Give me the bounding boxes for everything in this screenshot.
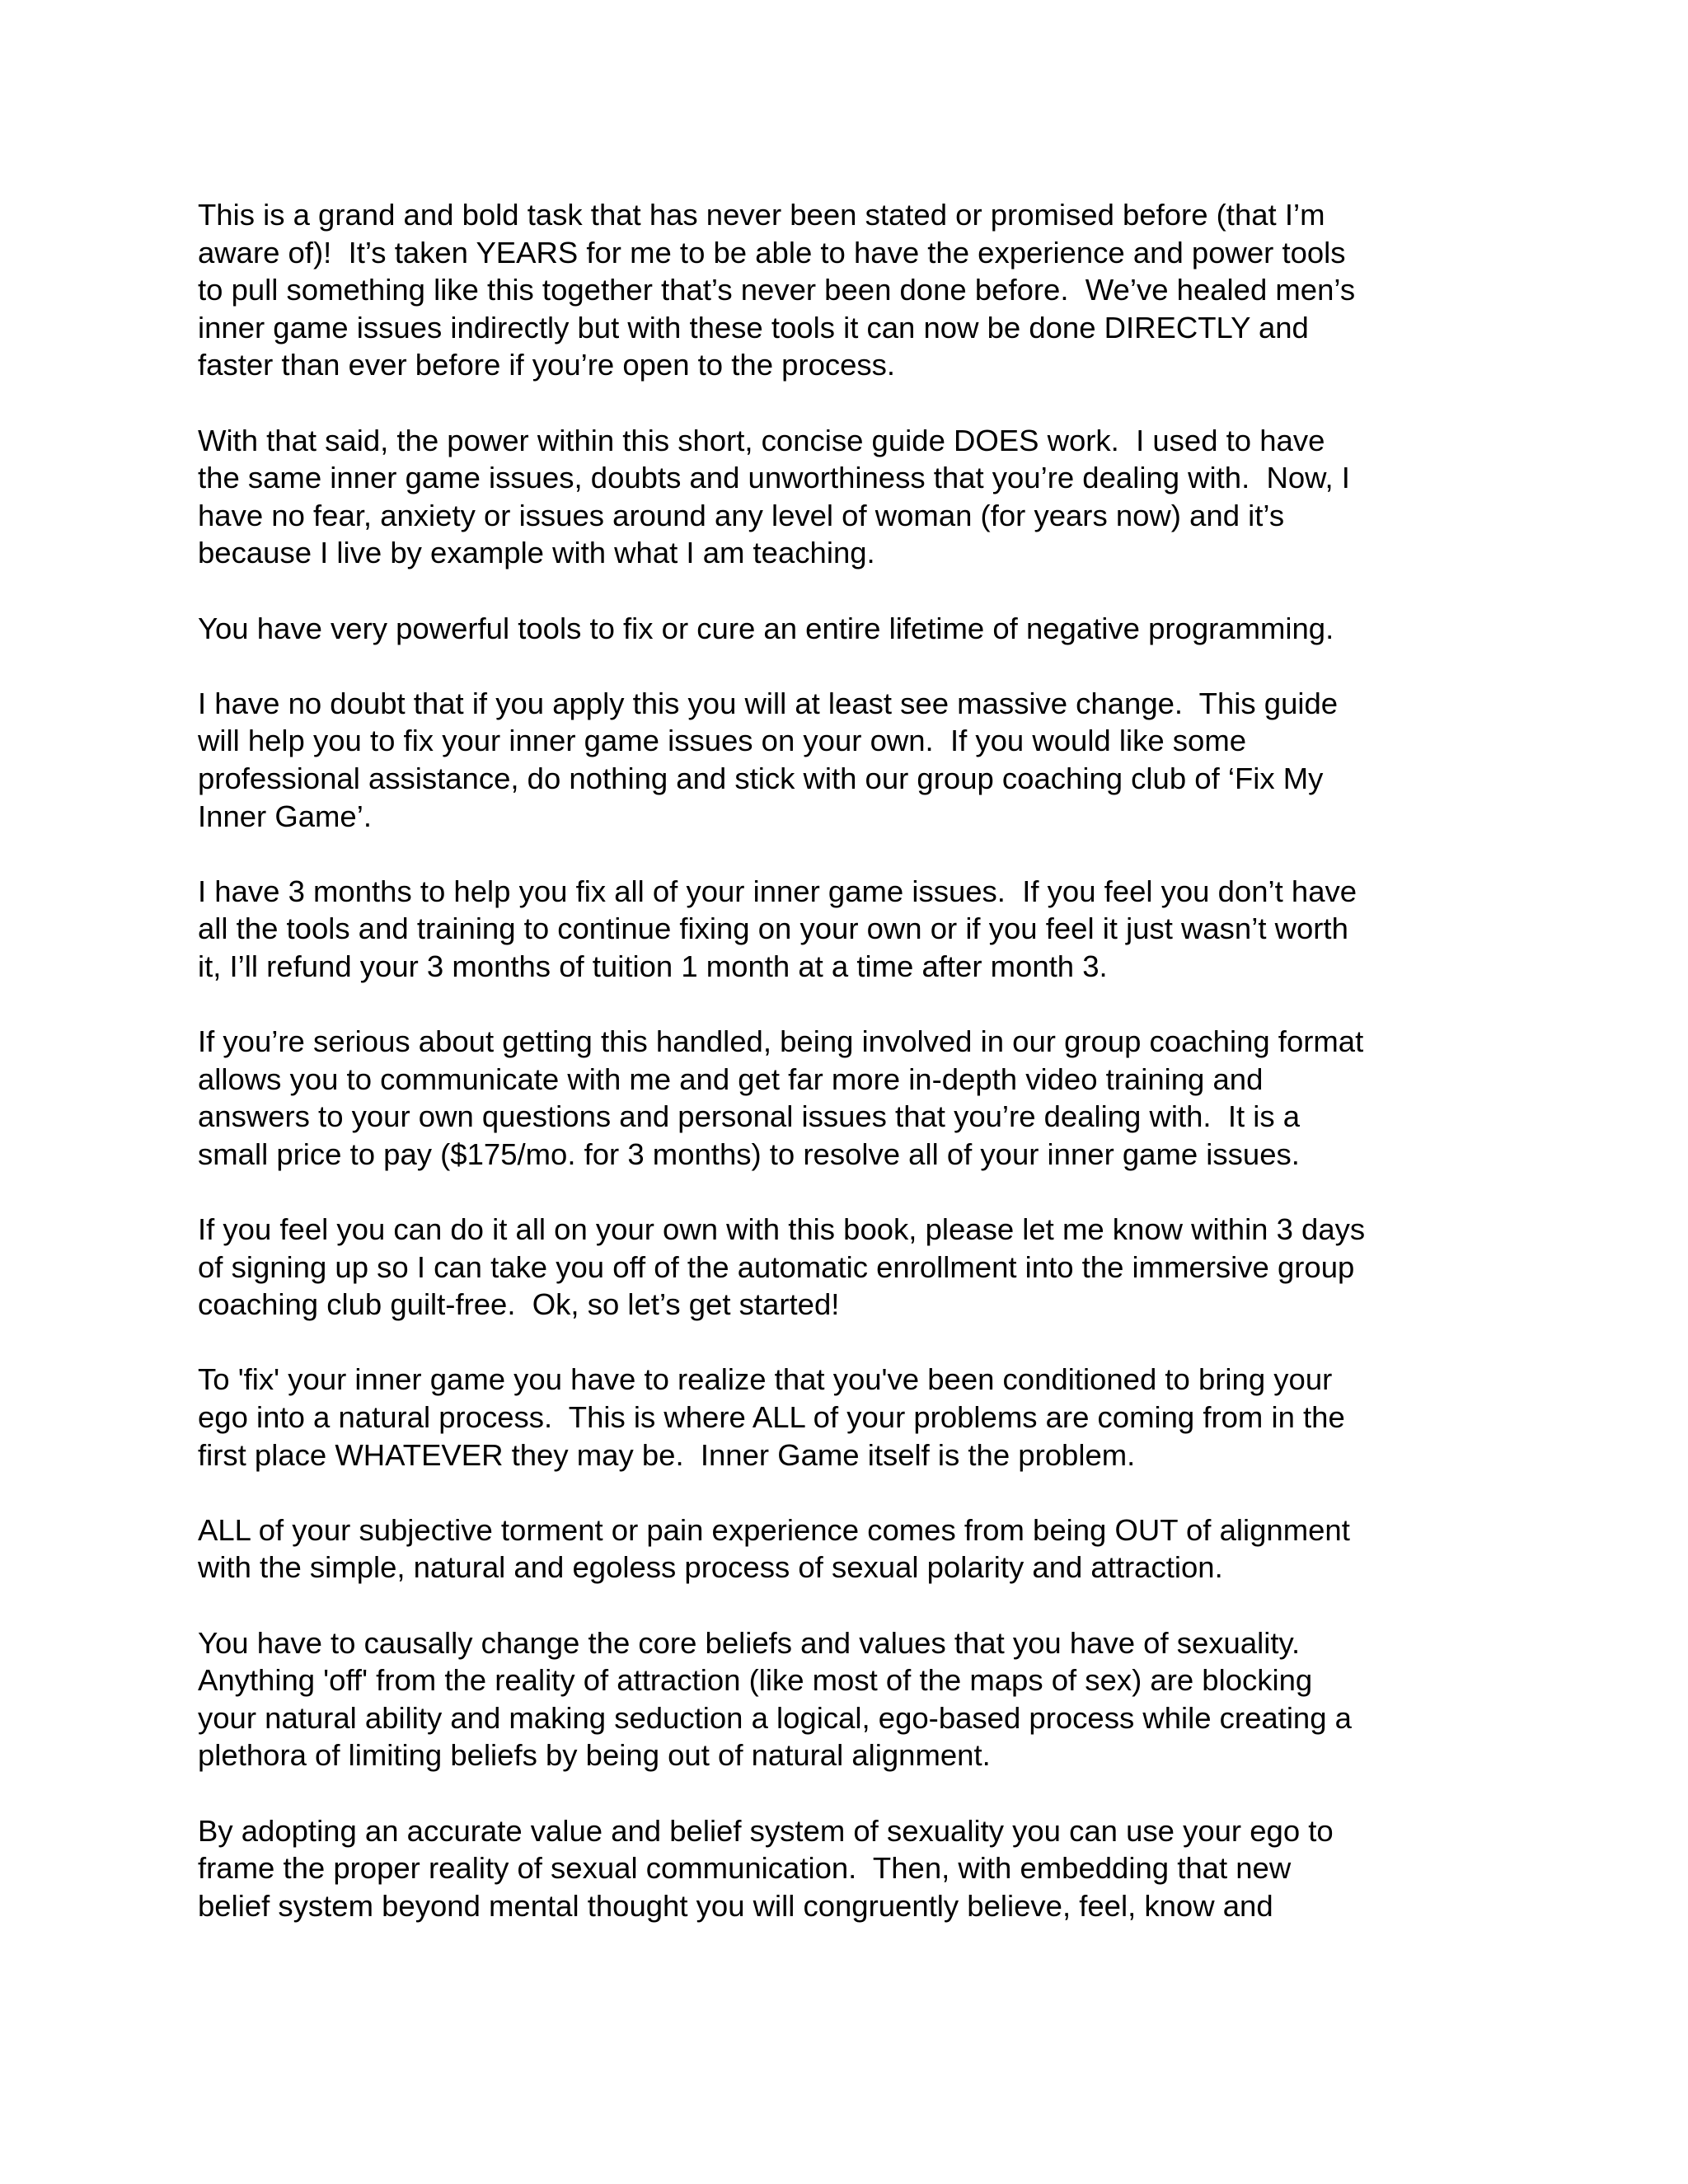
document-body [198,196,1517,1962]
paragraph-4 [198,685,1517,835]
text-line: professional assistance, do nothing and stick with our group coaching club of ‘Fix My [198,761,1324,795]
text-line: the same inner game issues, doubts and unworthiness that you’re dealing with. Now, I [198,461,1350,495]
text-line: first place WHATEVER they may be. Inner Game itself is the problem. [198,1437,1136,1472]
paragraph-3 [198,610,1517,648]
text-line: coaching club guilt-free. Ok, so let’s get started! [198,1287,840,1322]
text-line: To 'fix' your inner game you have to realize that you've been conditioned to bring your [198,1362,1333,1397]
text-line: You have very powerful tools to fix or cure an entire lifetime of negative programming. [198,611,1334,645]
text-line: If you feel you can do it all on your own with this book, please let me know within 3 days [198,1212,1366,1247]
text-line: small price to pay ($175/mo. for 3 months) to resolve all of your inner game issues. [198,1137,1300,1171]
text-line: I have 3 months to help you fix all of your inner game issues. If you feel you don’t have [198,874,1357,908]
text-line: Anything 'off' from the reality of attraction (like most of the maps of sex) are blocking [198,1663,1313,1698]
text-line: ALL of your subjective torment or pain experience comes from being OUT of alignment [198,1512,1350,1547]
text-line: frame the proper reality of sexual communication. Then, with embedding that new [198,1851,1292,1886]
text-line: have no fear, anxiety or issues around any level of woman (for years now) and it’s [198,498,1285,532]
text-line: You have to causally change the core beliefs and values that you have of sexuality. [198,1625,1301,1660]
paragraph-8 [198,1361,1517,1474]
text-line: to pull something like this together that’s never been done before. We’ve healed men’s [198,273,1356,307]
paragraph-9 [198,1511,1517,1586]
text-line: This is a grand and bold task that has never been stated or promised before (that I’m [198,198,1325,232]
text-line: of signing up so I can take you off of the automatic enrollment into the immersive group [198,1249,1355,1284]
text-line: If you’re serious about getting this handled, being involved in our group coaching format [198,1024,1364,1059]
text-line: With that said, the power within this short, concise guide DOES work. I used to have [198,423,1325,457]
paragraph-1 [198,196,1517,384]
text-line: aware of)! It’s taken YEARS for me to be able to have the experience and power tools [198,235,1346,269]
text-line: belief system beyond mental thought you will congruently believe, feel, know and [198,1888,1273,1923]
text-line: will help you to fix your inner game issues on your own. If you would like some [198,724,1247,758]
paragraph-2 [198,422,1517,572]
text-line: inner game issues indirectly but with these tools it can now be done DIRECTLY and [198,310,1309,344]
text-line: By adopting an accurate value and belief system of sexuality you can use your ego to [198,1813,1334,1848]
paragraph-11 [198,1812,1517,1925]
text-line: answers to your own questions and personal issues that you’re dealing with. It is a [198,1099,1301,1134]
text-line: ego into a natural process. This is where ALL of your problems are coming from in the [198,1400,1345,1434]
paragraph-6 [198,1023,1517,1173]
text-line: allows you to communicate with me and get far more in-depth video training and [198,1062,1264,1096]
text-line: plethora of limiting beliefs by being out of natural alignment. [198,1738,991,1773]
text-line: your natural ability and making seduction a logical, ego-based process while creating a [198,1700,1352,1735]
paragraph-7 [198,1211,1517,1324]
text-line: it, I’ll refund your 3 months of tuition 1 month at a time after month 3. [198,949,1108,983]
text-line: all the tools and training to continue fixing on your own or if you feel it just wasn’t worth [198,912,1348,946]
paragraph-5 [198,873,1517,986]
text-line: faster than ever before if you’re open to the process. [198,348,896,382]
text-line: with the simple, natural and egoless process of sexual polarity and attraction. [198,1550,1223,1585]
text-line: Inner Game’. [198,799,372,833]
text-line: I have no doubt that if you apply this you will at least see massive change. This guide [198,686,1339,720]
paragraph-10 [198,1624,1517,1774]
text-line: because I live by example with what I am teaching. [198,536,875,570]
